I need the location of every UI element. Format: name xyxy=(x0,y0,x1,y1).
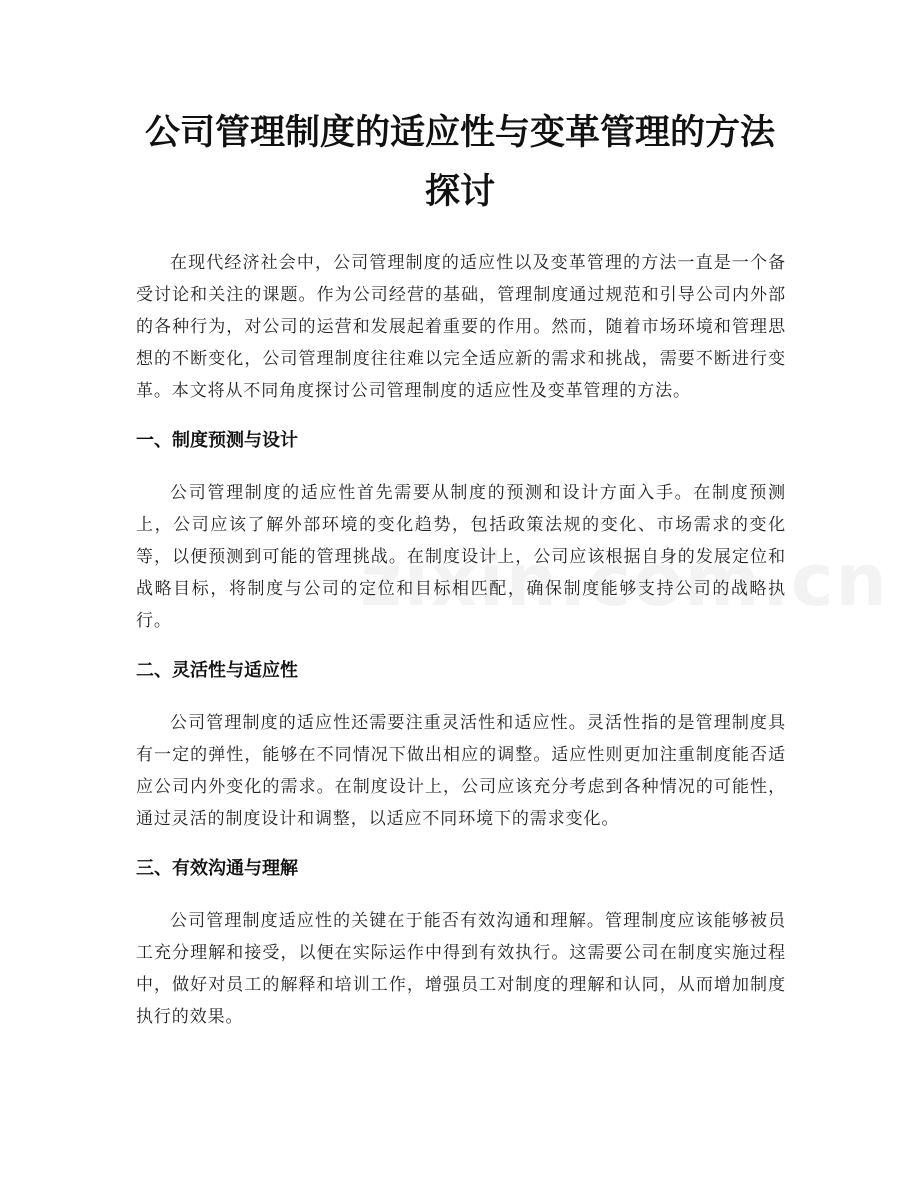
section-3 xyxy=(136,853,786,1033)
section-1 xyxy=(136,425,786,637)
document-body xyxy=(136,247,786,1033)
section-paragraph: 公司管理制度的适应性首先需要从制度的预测和设计方面入手。在制度预测上，公司应该了解外部环境的变化趋势，包括政策法规的变化、市场需求的变化等，以便预测到可能的管理挑战。在制度设计上，公司应该根据自身的发展定位和战略目标，将制度与公司的定位和目标相匹配，确保制度能够支持公司的战略执行。 xyxy=(136,483,786,631)
section-paragraph: 公司管理制度的适应性还需要注重灵活性和适应性。灵活性指的是管理制度具有一定的弹性，能够在不同情况下做出相应的调整。适应性则更加注重制度能否适应公司内外变化的需求。在制度设计上，公司应该充分考虑到各种情况的可能性，通过灵活的制度设计和调整，以适应不同环境下的需求变化。 xyxy=(136,713,786,829)
section-2 xyxy=(136,655,786,835)
section-heading: 二、灵活性与适应性 xyxy=(136,660,298,681)
section-heading: 三、有效沟通与理解 xyxy=(136,858,298,879)
intro-paragraph: 在现代经济社会中，公司管理制度的适应性以及变革管理的方法一直是一个备受讨论和关注的课题。作为公司经营的基础，管理制度通过规范和引导公司内外部的各种行为，对公司的运营和发展起着重要的作用。然而，随着市场环境和管理思想的不断变化，公司管理制度往往难以完全适应新的需求和挑战，需要不断进行变革。本文将从不同角度探讨公司管理制度的适应性及变革管理的方法。 xyxy=(136,253,786,401)
page-title: 公司管理制度的适应性与变革管理的方法探讨 xyxy=(144,113,775,212)
section-heading: 一、制度预测与设计 xyxy=(136,430,298,451)
section-paragraph: 公司管理制度适应性的关键在于能否有效沟通和理解。管理制度应该能够被员工充分理解和接受，以便在实际运作中得到有效执行。这需要公司在制度实施过程中，做好对员工的解释和培训工作，增强员工对制度的理解和认同，从而增加制度执行的效果。 xyxy=(136,911,786,1027)
